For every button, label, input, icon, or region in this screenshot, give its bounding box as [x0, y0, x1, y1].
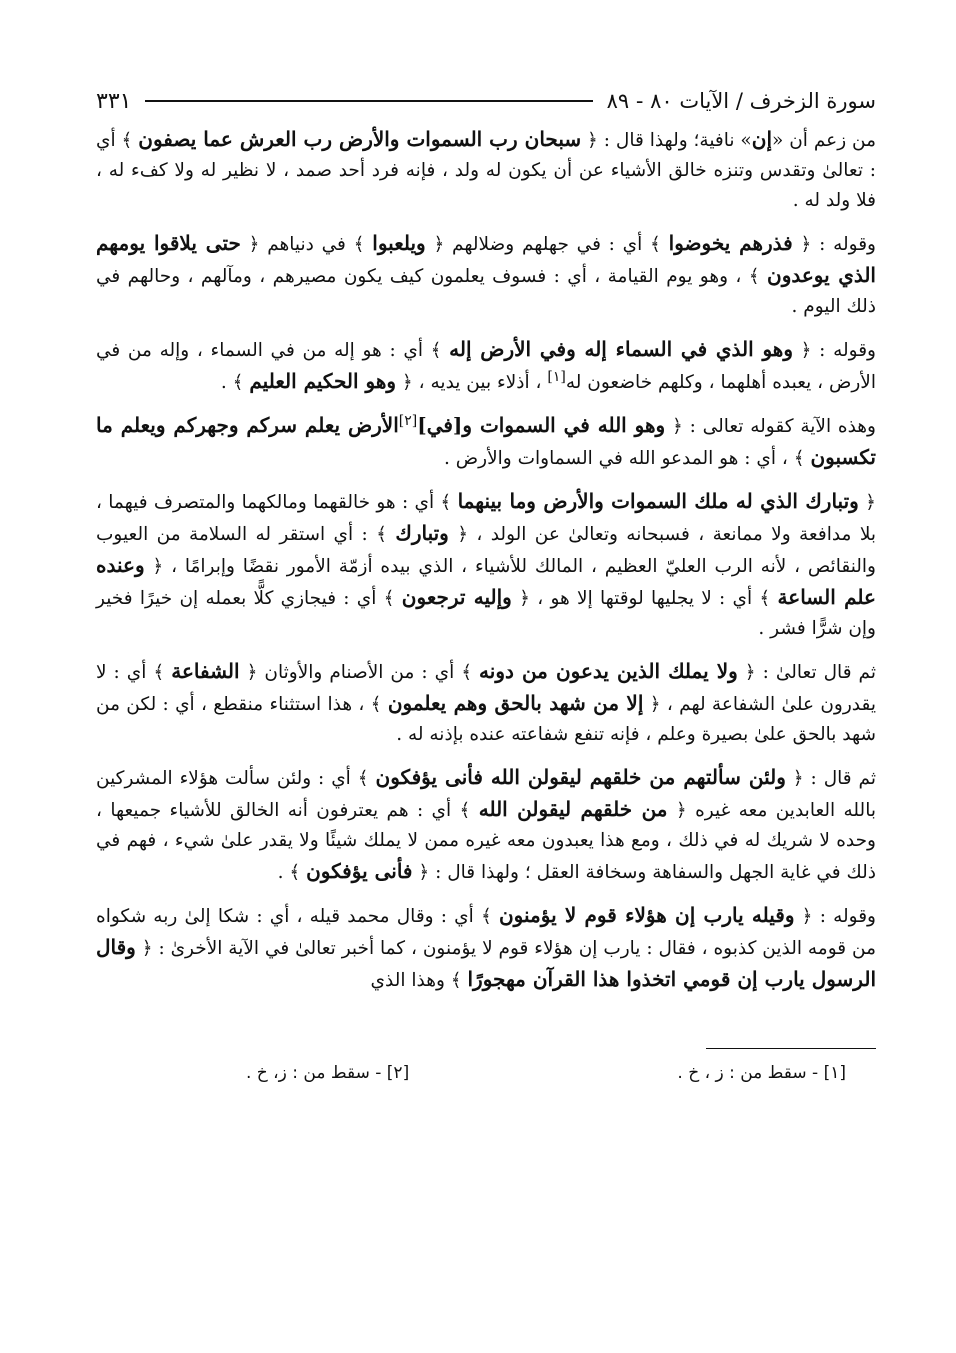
quran-quote: ولا يملك الذين يدعون من دونه: [479, 659, 738, 683]
header-rule: [145, 100, 592, 102]
commentary-text: وقوله : ﴿: [794, 906, 876, 927]
page-header: [96, 78, 876, 124]
commentary-text: ﴾ أي : وقال محمد قيله ، أي : شكا إلىٰ ربه شكواه من قومه الذين كذبوه ، فقال : يارب إن هؤلاء قوم لا يؤمنون ، كما أخبر تعالىٰ في الآية الأخرىٰ : ﴿: [96, 906, 876, 959]
commentary-text: ﴾ أي : في جهلهم وضلالهم ﴿: [425, 234, 669, 255]
quran-quote: ويلعبوا: [372, 231, 426, 255]
commentary-text: ﴾ أي : ولئن سألت هؤلاء المشركين بالله العابدين معه غيره ﴿: [96, 768, 876, 821]
paragraph: [96, 762, 876, 888]
commentary-text: ﴾ ، هذا استثناء منقطع ، أي : لكن من شهد بالحق علىٰ بصيرة وعلم ، فإنه تنفع شفاعته عنده بإذنه له .: [96, 694, 876, 745]
paragraph: [96, 410, 876, 474]
commentary-text: من زعم أن «: [772, 130, 877, 151]
commentary-text: وهذه الآية كقوله تعالى : ﴿: [665, 416, 876, 437]
quran-quote: سبحان رب السموات والأرض رب العرش عما يصفون: [138, 127, 582, 151]
commentary-text: ﴾ .: [220, 372, 250, 393]
commentary-text: ﴾ أي : هم يعترفون أنه الخالق للأشياء جميعها ، وحده لا شريك له في ذلك ، ومع هذا يعبدون معه غيره ممن لا يملك شيئًا ولا يقدر علىٰ شيء ، فهم في ذلك في غاية الجهل والسفاهة وسخافة العقل ؛ ولهذا قال : ﴿: [96, 800, 876, 883]
commentary-text: ﴾ .: [277, 862, 307, 883]
footnote-marker: [٢]: [398, 412, 418, 429]
footnote-2: [٢] - سقط من : ز، خ .: [246, 1063, 410, 1083]
quran-quote: إلا من شهد بالحق وهم يعلمون: [387, 691, 644, 715]
paragraph: [96, 124, 876, 216]
quran-quote: وعنده علم الساعة: [96, 553, 876, 609]
commentary-text: ﴾ أي : فيجازي كلًّا بعمله إن خيرًا فخير وإن شرًّا فشر .: [96, 588, 876, 639]
quran-quote: ولئن سألتهم من خلقهم ليقولن الله فأنى يؤفكون: [375, 765, 786, 789]
quran-quote: وقال الرسول يارب إن قومي اتخذوا هذا القرآن مهجورًا: [96, 935, 876, 991]
commentary-text: ﴾ ، وهو يوم القيامة ، أي : فسوف يعلمون كيف يكون مصيرهم ، ومآلهم ، وحالهم في ذلك اليوم .: [96, 266, 876, 317]
commentary-text: وقوله : ﴿: [793, 340, 876, 361]
book-page: [96, 78, 876, 1083]
quran-quote: وإليه ترجعون: [401, 585, 512, 609]
commentary-text: ﴾ ، أي : هو المدعو الله في السماوات والأرض .: [444, 448, 811, 469]
commentary-text: » نافية؛ ولهذا قال : ﴿: [581, 130, 752, 151]
quran-quote: الأرض يعلم سركم وجهركم ويعلم ما تكسبون: [96, 413, 876, 469]
commentary-text: ، أذلاء بين يديه ، ﴿: [396, 372, 548, 393]
quran-quote: حتى يلاقوا يومهم الذي يوعدون: [96, 231, 876, 287]
quran-quote: الشفاعة: [171, 659, 240, 683]
paragraph: [96, 334, 876, 398]
surah-title: سورة الزخرف / الآيات ٨٠ - ٨٩: [606, 89, 876, 113]
commentary-text: ثم قال : ﴿: [785, 768, 876, 789]
commentary-text: وقوله : ﴿: [792, 234, 876, 255]
quran-quote: وهو الذي في السماء إله وفي الأرض إله: [449, 337, 793, 361]
quran-quote: وتبارك: [395, 521, 449, 545]
quran-quote: من خلقهم ليقولن الله: [478, 797, 668, 821]
footnote-1: [١] - سقط من : ز ، خ .: [677, 1063, 846, 1083]
commentary-text: ﴿: [858, 492, 876, 513]
quran-quote: إن: [751, 127, 773, 151]
quran-quote: فذرهم يخوضوا: [668, 231, 793, 255]
commentary-text: ﴾ أي : لا يجليها لوقتها إلا هو ، ﴿: [511, 588, 778, 609]
quran-quote: فأنى يؤفكون: [306, 859, 413, 883]
paragraph: [96, 486, 876, 644]
body-text: [96, 124, 876, 996]
commentary-text: ﴾ أي : تعالىٰ وتقدس وتنزه خالق الأشياء عن أن يكون له ولد ، فإنه فرد أحد صمد ، لا نظير له ولا كفء له ، فلا ولد له .: [96, 130, 876, 211]
commentary-text: ﴾ أي : هو خالقهما ومالكهما والمتصرف فيهما ، بلا مدافعة ولا ممانعة ، فسبحانه وتعالىٰ عن الولد ، ﴿: [96, 492, 877, 545]
commentary-text: ﴾ أي : لا يقدرون علىٰ الشفاعة لهم ، ﴿: [96, 662, 877, 715]
commentary-text: ﴾ أي : هو إله من في السماء ، وإله من في الأرض ، يعبده أهلهما ، وكلهم خاضعون له: [96, 340, 876, 393]
page-number: ٣٣١: [96, 88, 132, 114]
footnotes: [96, 1063, 876, 1083]
commentary-text: ﴾ : أي استقر له السلامة من العيوب والنقائص ، لأنه الرب العليّ العظيم ، المالك للأشياء ، الذي بيده أزمّة الأمور نقضًا وإبرامًا ، ﴿: [96, 524, 876, 577]
paragraph: [96, 900, 876, 996]
commentary-text: ﴾ وهذا الذي: [370, 970, 468, 991]
paragraph: [96, 656, 876, 750]
commentary-text: ﴾ أي : من الأصنام والأوثان ﴿: [239, 662, 480, 683]
commentary-text: ﴾ في دنياهم ﴿: [240, 234, 373, 255]
paragraph: [96, 228, 876, 322]
footnote-marker: [١]: [547, 368, 566, 385]
quran-quote: وهو الحكيم العليم: [249, 369, 397, 393]
quran-quote: وقيله يارب إن هؤلاء قوم لا يؤمنون: [498, 903, 795, 927]
quran-quote: وهو الله في السموات و[في]: [417, 413, 666, 437]
quran-quote: وتبارك الذي له ملك السموات والأرض وما بينهما: [457, 489, 859, 513]
commentary-text: ثم قال تعالىٰ : ﴿: [737, 662, 876, 683]
footnote-rule: [706, 1048, 876, 1049]
